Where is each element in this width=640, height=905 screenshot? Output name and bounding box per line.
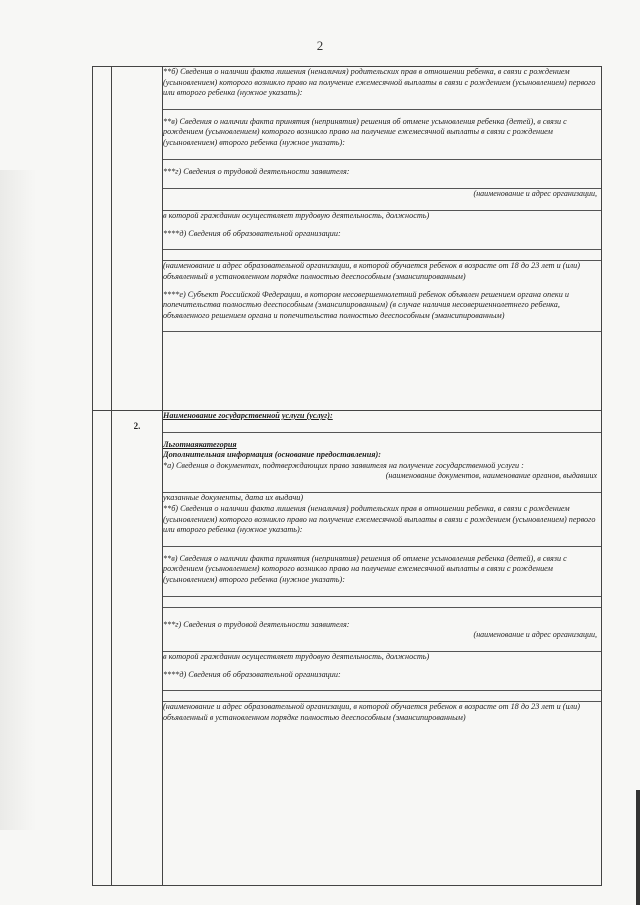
- row1-d-hint: (наименование и адрес образовательной организации, в которой обучается ребенок в возрасте от 18 до 23 лет и (или) объявленный в установленном порядке полностью дееспособным (эмансипированным): [163, 261, 580, 281]
- row1-e-fill-line[interactable]: [163, 321, 601, 332]
- row2-a-hint-2: указанные документы, дата их выдачи): [163, 493, 304, 503]
- row2-col1: [93, 411, 112, 886]
- row2-section-g: ***г) Сведения о трудовой деятельности заявителя:: [163, 619, 350, 629]
- row1-v-fill-line[interactable]: [163, 149, 601, 160]
- row2-d-hint: (наименование и адрес образовательной организации, в которой обучается ребенок в возрасте от 18 до 23 лет и (или) объявленный в установленном порядке полностью дееспособным (эмансипированным): [163, 702, 580, 722]
- row1-g-hint: (наименование и адрес организации,: [473, 189, 597, 199]
- row2-v-fill-line-2[interactable]: [163, 597, 601, 608]
- scan-shadow-left: [0, 170, 36, 830]
- row2-g-hint-2: в которой гражданин осуществляет трудовую деятельность, должность): [163, 652, 430, 662]
- row2-a-fill-line[interactable]: [163, 483, 601, 493]
- row2-g-hint: (наименование и адрес организации,: [473, 630, 597, 640]
- row2-v-fill-line[interactable]: [163, 586, 601, 597]
- row1-section-g: ***г) Сведения о трудовой деятельности заявителя:: [163, 166, 350, 176]
- row2-d-fill-line-2[interactable]: [163, 691, 601, 702]
- application-table: [92, 66, 602, 886]
- row1-b-fill-line[interactable]: [163, 99, 601, 110]
- row2-a-hint: (наименование документов, наименование органов, выдавших: [385, 471, 597, 481]
- row1-d-fill-line[interactable]: [163, 239, 601, 250]
- row1-g-fill-line[interactable]: [163, 179, 601, 189]
- row1-section-v: **в) Сведения о наличии факта принятия (непринятия) решения об отмене усыновления ребенка (детей), в связи с рождением (усыновлением) которого возникло право на получение ежемесячной выплаты в связи с рождением (усыновлением) второго ребенка (нужное указать):: [163, 116, 567, 147]
- row1-col1: [93, 67, 112, 411]
- row1-section-e: ****е) Субъект Российской Федерации, в котором несовершеннолетний ребенок объявлен решением органа опеки и попечительства полностью дееспособным (эмансипированным) (в случае наличия несовершеннолетнего ребенка, объявленного решением органа и попечительства полностью дееспособным (эмансипированным): [163, 289, 569, 320]
- row1-g-fill-line-2[interactable]: [163, 201, 601, 211]
- row2-content: [163, 411, 602, 886]
- row2-section-b: **б) Сведения о наличии факта лишения (неналичия) родительских прав в отношении ребенка, в связи с рождением (усыновлением) которого возникло право на получение ежемесячной выплаты в связи с рождением (усыновлением) первого или второго ребенка (нужное указать):: [163, 503, 596, 535]
- table-row-1: [93, 67, 602, 411]
- row2-number: 2.: [112, 411, 163, 886]
- row1-section-b: **б) Сведения о наличии факта лишения (неналичия) родительских прав в отношении ребенка, в связи с рождением (усыновлением) которого возникло право на получение ежемесячной выплаты в связи с рождением (усыновлением) первого или второго ребенка (нужное указать):: [163, 67, 596, 98]
- row2-section-a: *а) Сведения о документах, подтверждающих право заявителя на получение государственной услуги :: [163, 460, 524, 470]
- row2-section-v: **в) Сведения о наличии факта принятия (непринятия) решения об отмене усыновления ребенка (детей), в связи с рождением (усыновлением) которого возникло право на получение ежемесячной выплаты в связи с рождением (усыновлением) второго ребенка (нужное указать):: [163, 553, 567, 584]
- row1-col2: [112, 67, 163, 411]
- row2-g-fill-line[interactable]: [163, 642, 601, 652]
- row2-section-d: ****д) Сведения об образовательной организации:: [163, 669, 341, 679]
- row1-g-hint-2: в которой гражданин осуществляет трудовую деятельность, должность): [163, 211, 430, 221]
- row2-b-fill-line[interactable]: [163, 536, 601, 547]
- page-number: 2: [316, 38, 324, 53]
- row2-service-label: Наименование государственной услуги (услуг):: [163, 411, 333, 420]
- row2-d-fill-line[interactable]: [163, 680, 601, 691]
- row1-d-fill-line-2[interactable]: [163, 250, 601, 261]
- scan-edge-right: [636, 790, 640, 905]
- row1-section-d: ****д) Сведения об образовательной организации:: [163, 228, 341, 238]
- table-row-2: [93, 411, 602, 886]
- row2-extra-label: Дополнительная информация (основание предоставления):: [163, 450, 381, 460]
- row1-content: [163, 67, 602, 411]
- row2-service-fill-line[interactable]: [163, 422, 601, 433]
- row2-category-label: Льготнаякатегория: [163, 439, 237, 449]
